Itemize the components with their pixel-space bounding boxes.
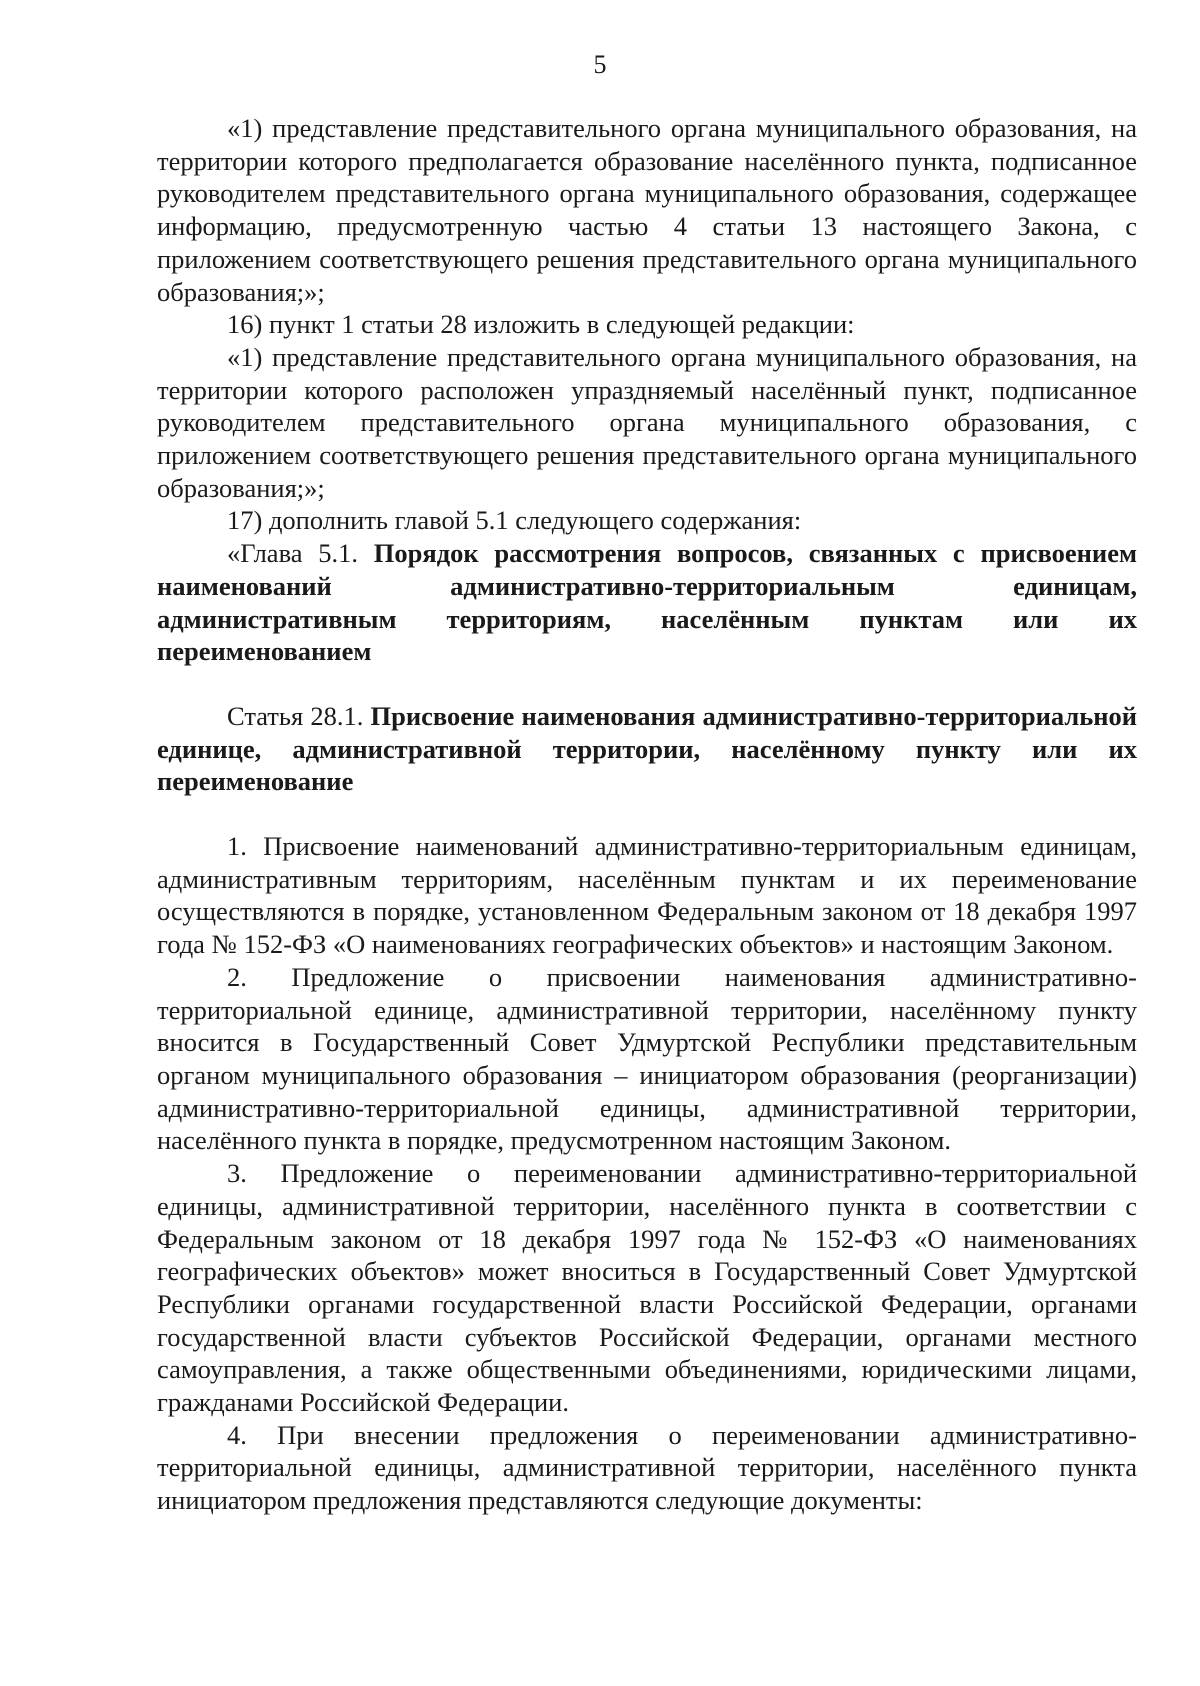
chapter-prefix: «Глава 5.1. <box>227 538 374 569</box>
article-title: Присвоение наименования административно-территориальной единице, административной территории, населённому пункту или их переименование <box>157 700 1137 797</box>
document-body <box>157 112 1137 1517</box>
page-number: 5 <box>593 50 607 79</box>
paragraph-item-17: 17) дополнить главой 5.1 следующего содержания: <box>227 505 802 536</box>
article-prefix: Статья 28.1. <box>227 700 371 731</box>
paragraph-clause-2: 2. Предложение о присвоении наименования административно-территориальной единице, административной территории, населённому пункту вносится в Государственный Совет Удмуртской Республики представительным органом муниципального образования – инициатором образования (реорганизации) административно-территориальной единицы, административной территории, населённого пункта в порядке, предусмотренном настоящим Законом. <box>157 961 1137 1156</box>
paragraph-quote-1: «1) представление представительного органа муниципального образования, на территории которого предполагается образование населённого пункта, подписанное руководителем представительного органа муниципального образования, содержащее информацию, предусмотренную частью 4 статьи 13 настоящего Закона, с приложением соответствующего решения представительного органа муниципального образования;»; <box>157 113 1137 307</box>
paragraph-clause-1: 1. Присвоение наименований административно-территориальным единицам, административным территориям, населённым пунктам и их переименование осуществляются в порядке, установленном Федеральным законом от 18 декабря 1997 года № 152-ФЗ «О наименованиях географических объектов» и настоящим Законом. <box>157 831 1137 960</box>
spacer <box>157 798 1137 830</box>
paragraph-clause-4: 4. При внесении предложения о переименовании административно-территориальной единицы, административной территории, населённого пункта инициатором предложения представляются следующие документы: <box>157 1419 1137 1516</box>
chapter-heading <box>157 537 1137 668</box>
article-heading <box>157 700 1137 798</box>
chapter-title: Порядок рассмотрения вопросов, связанных с присвоением наименований административно-территориальным единицам, административным территориям, населённым пунктам или их переименованием <box>157 538 1138 667</box>
spacer <box>157 668 1137 700</box>
paragraph-item-16: 16) пункт 1 статьи 28 изложить в следующей редакции: <box>227 309 855 340</box>
paragraph-quote-2: «1) представление представительного органа муниципального образования, на территории которого расположен упраздняемый населённый пункт, подписанное руководителем представительного органа муниципального образования, с приложением соответствующего решения представительного органа муниципального образования;»; <box>157 341 1137 503</box>
paragraph-clause-3: 3. Предложение о переименовании административно-территориальной единицы, административной территории, населённого пункта в соответствии с Федеральным законом от 18 декабря 1997 года № 152-ФЗ «О наименованиях географических объектов» может вноситься в Государственный Совет Удмуртской Республики органами государственной власти Российской Федерации, органами государственной власти субъектов Российской Федерации, органами местного самоуправления, а также общественными объединениями, юридическими лицами, гражданами Российской Федерации. <box>157 1158 1137 1418</box>
